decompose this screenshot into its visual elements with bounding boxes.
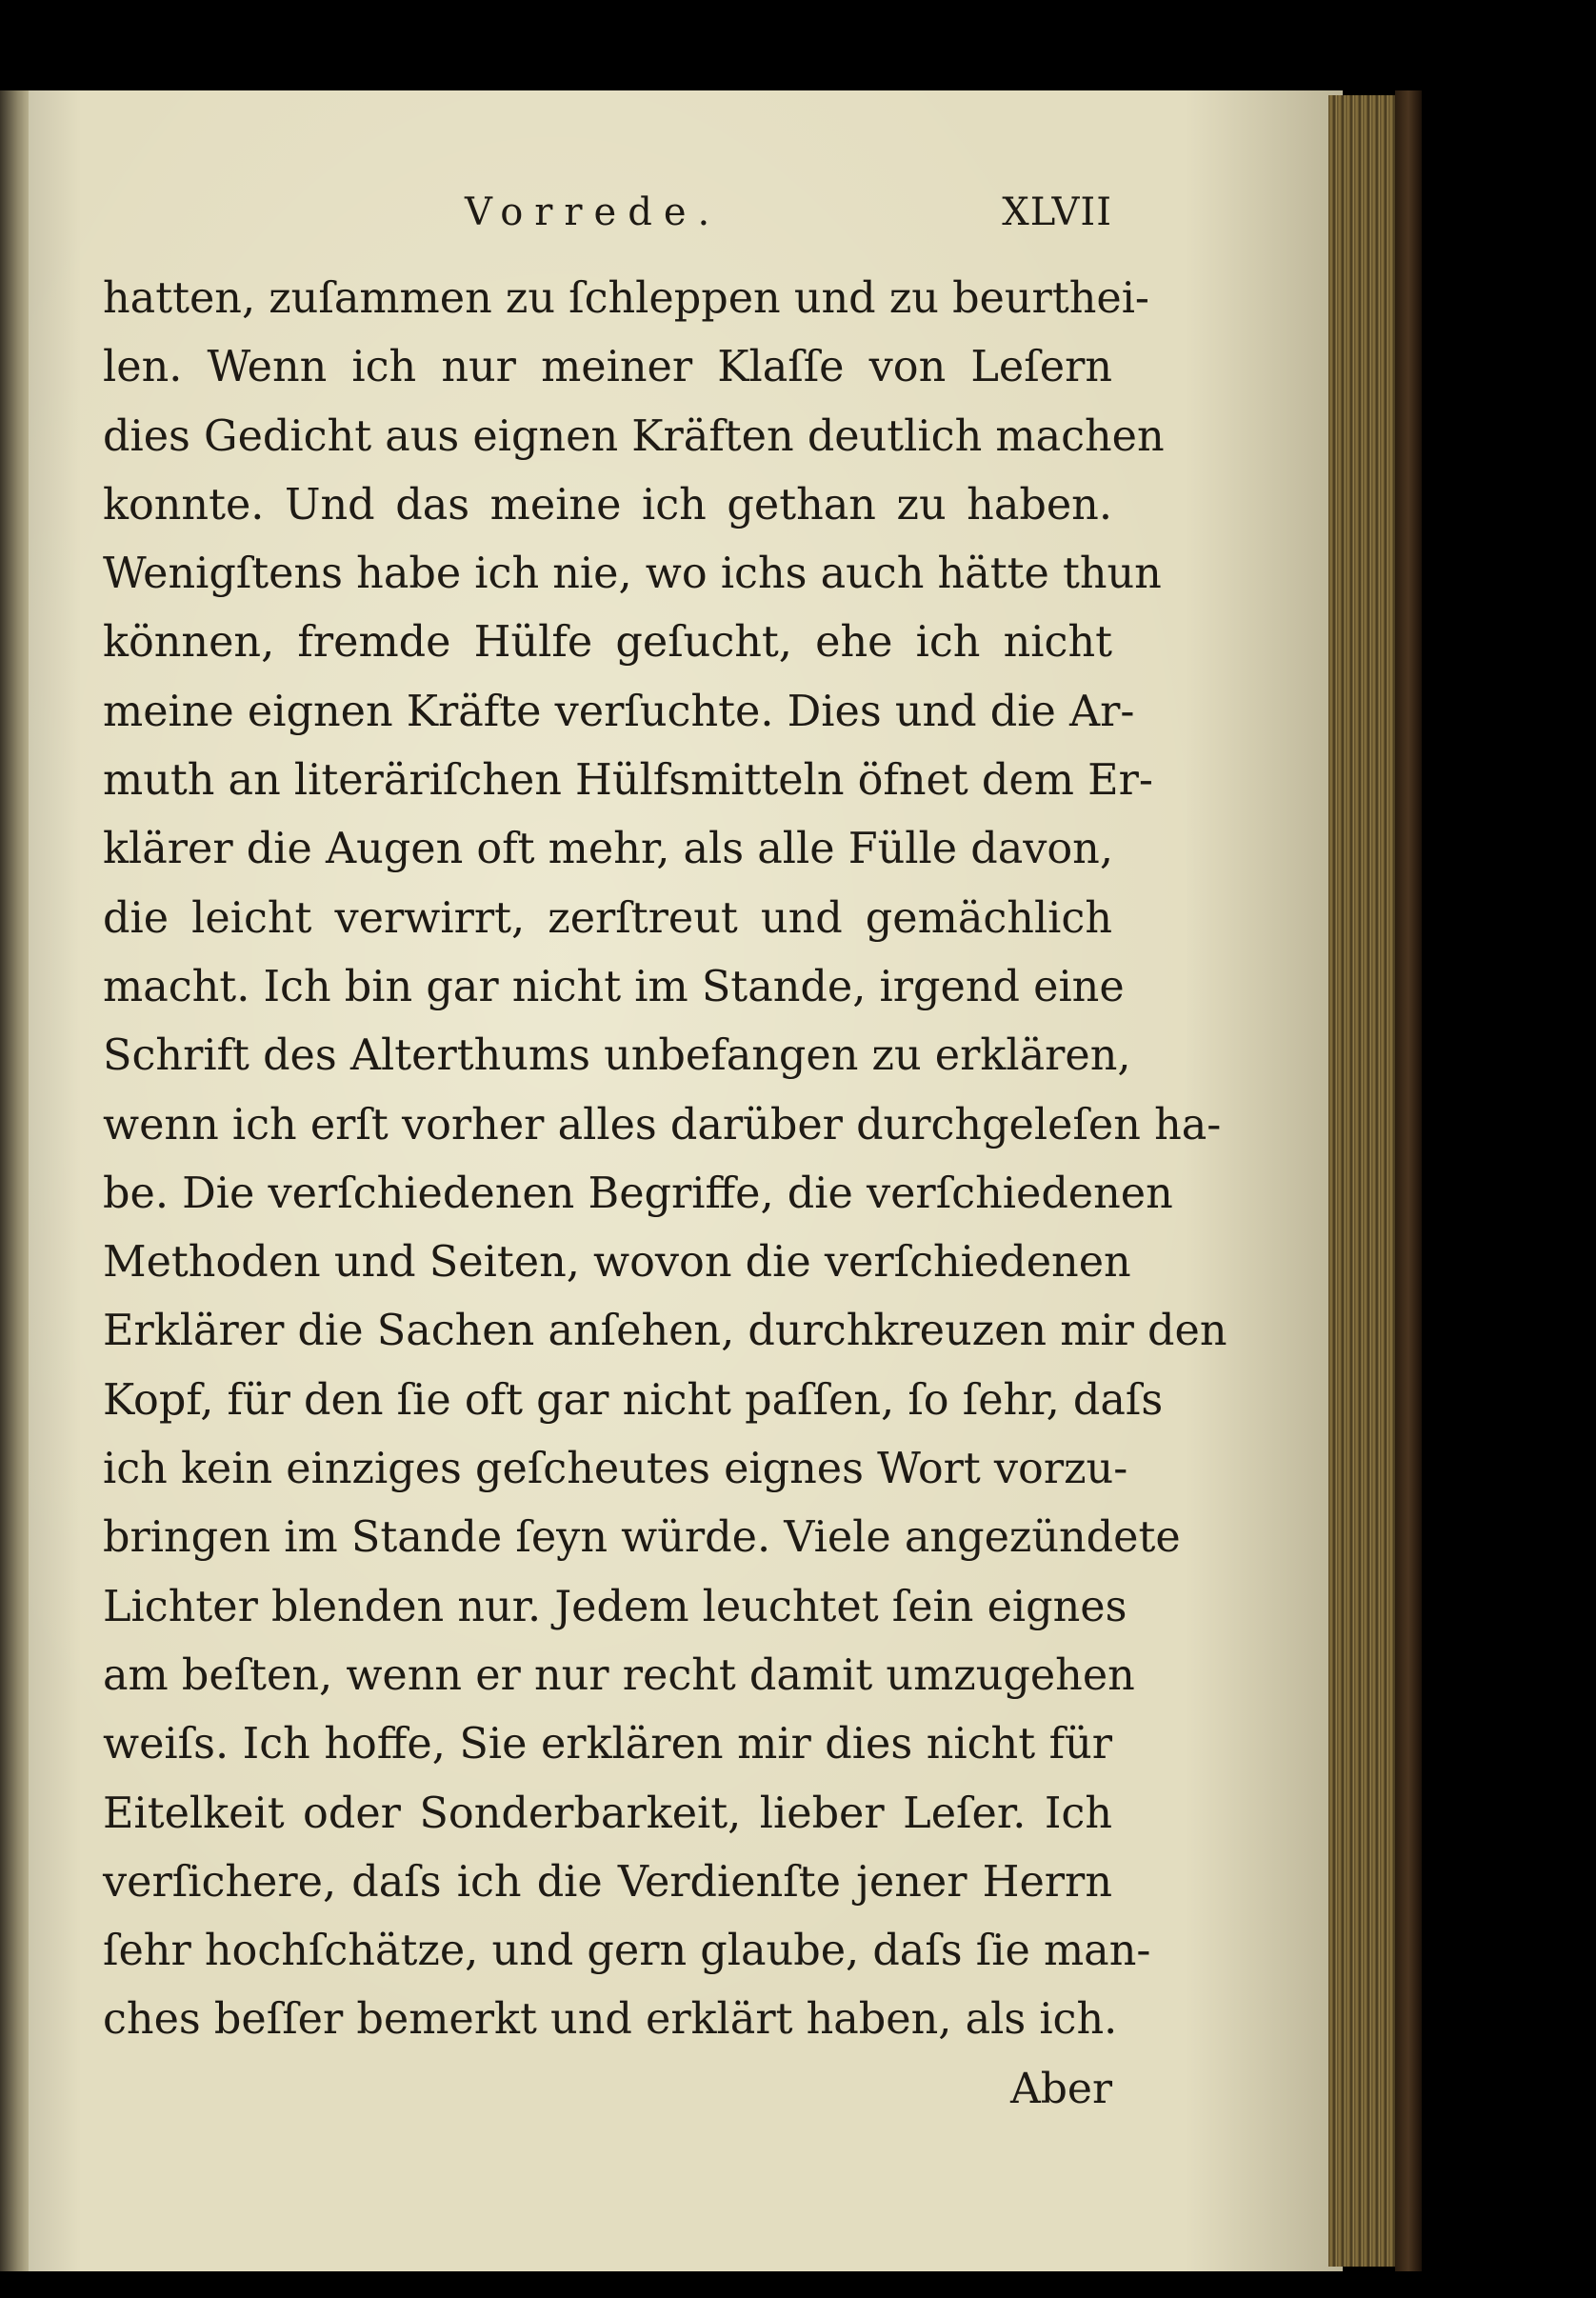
text-line: die leicht verwirrt, zerſtreut und gemächlich	[103, 893, 1112, 943]
text-line: Wenigſtens habe ich nie, wo ichs auch hätte thun	[103, 550, 1162, 599]
text-line: meine eignen Kräfte verſuchte. Dies und die Ar-	[103, 687, 1135, 736]
text-line: Methoden und Seiten, wovon die verſchiedenen	[103, 1238, 1131, 1288]
page-stack-edge	[1328, 95, 1395, 2267]
text-line: dies Gedicht aus eignen Kräften deutlich machen	[103, 411, 1165, 461]
text-line: ich kein einziges geſcheutes eignes Wort vorzu-	[103, 1445, 1128, 1494]
text-line: können, fremde Hülfe geſucht, ehe ich nicht	[103, 618, 1112, 668]
book-cover-edge	[1395, 90, 1422, 2271]
page-number: XLVII	[1002, 190, 1112, 234]
text-line: ſehr hochſchätze, und gern glaube, daſs ſie man-	[103, 1927, 1151, 1976]
text-line: verſichere, daſs ich die Verdienſte jener Herrn	[103, 1857, 1112, 1907]
catchword: Aber	[1009, 2064, 1112, 2113]
text-line: Schrift des Alterthums unbefangen zu erklären,	[103, 1031, 1131, 1081]
text-line: macht. Ich bin gar nicht im Stande, irgend eine	[103, 962, 1125, 1011]
text-line: am beſten, wenn er nur recht damit umzugehen	[103, 1650, 1135, 1700]
left-page-edge	[0, 90, 29, 2271]
running-head-title: Vorrede.	[465, 190, 722, 234]
text-line: be. Die verſchiedenen Begriffe, die verſchiedenen	[103, 1169, 1173, 1218]
text-line: len. Wenn ich nur meiner Klaſſe von Leſern	[103, 343, 1112, 392]
body-text	[103, 265, 1227, 2055]
text-line: bringen im Stande ſeyn würde. Viele angezündete	[103, 1513, 1181, 1563]
text-line: ches beſſer bemerkt und erklärt haben, als ich.	[103, 1995, 1118, 2045]
text-line: Eitelkeit oder Sonderbarkeit, lieber Leſer. Ich	[103, 1788, 1112, 1838]
running-head	[103, 181, 1112, 248]
text-block	[103, 181, 1227, 2124]
text-line: klärer die Augen oft mehr, als alle Fülle davon,	[103, 825, 1113, 874]
text-line: Erklärer die Sachen anſehen, durchkreuzen mir den	[103, 1307, 1227, 1356]
text-line: weiſs. Ich hoffe, Sie erklären mir dies nicht für	[103, 1720, 1112, 1769]
text-line: hatten, zuſammen zu ſchleppen und zu beurthei-	[103, 274, 1149, 323]
text-line: muth an literäriſchen Hülfsmitteln öfnet dem Er-	[103, 756, 1153, 806]
text-line: Kopf, für den ſie oft gar nicht paſſen, ſo ſehr, daſs	[103, 1375, 1164, 1425]
text-line: Lichter blenden nur. Jedem leuchtet ſein eignes	[103, 1582, 1127, 1631]
text-line: wenn ich erſt vorher alles darüber durchgeleſen ha-	[103, 1100, 1222, 1149]
text-line: konnte. Und das meine ich gethan zu haben.	[103, 480, 1112, 530]
